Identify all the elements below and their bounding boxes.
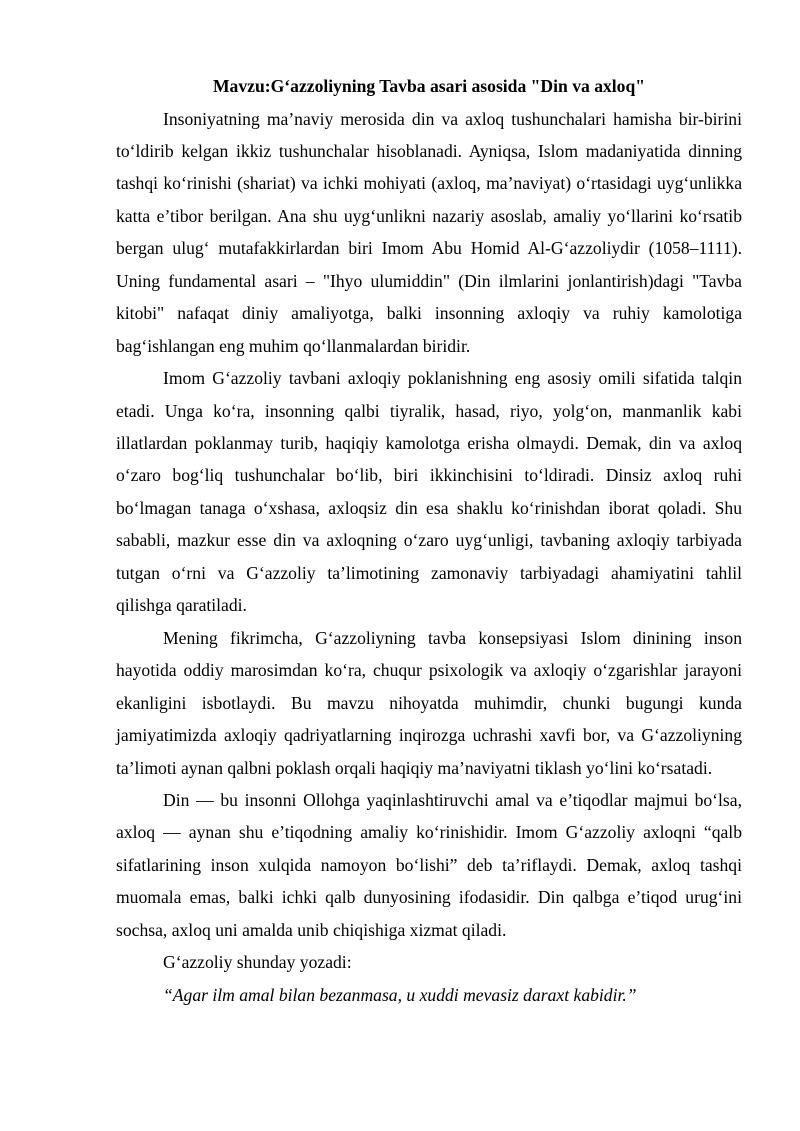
paragraph-opinion: Mening fikrimcha, G‘azzoliyning tavba konsepsiyasi Islom dinining inson hayotida oddiy marosimdan ko‘ra, chuqur psixologik va axloqiy o‘zgarishlar jarayoni ekanligini isbotlaydi. Bu mavzu nihoyatda muhimdir, chunki bugungi kunda jamiyatimizda axloqiy qadriyatlarning inqirozga uchrashi xavfi bor, va G‘azzoliyning ta’limoti aynan qalbni poklash orqali haqiqiy ma’naviyatni tiklash yo‘lini ko‘rsatadi. <box>116 627 742 778</box>
paragraph-tavba: Imom G‘azzoliy tavbani axloqiy poklanishning eng asosiy omili sifatida talqin etadi. Unga ko‘ra, insonning qalbi tiyralik, hasad, riyo, yolg‘on, manmanlik kabi illatlardan poklanmay turib, haqiqiy kamolotga erisha olmaydi. Demak, din va axloq o‘zaro bog‘liq tushunchalar bo‘lib, biri ikkinchisini to‘ldiradi. Dinsiz axloq ruhi bo‘lmagan tanaga o‘xshasa, axloqsiz din esa shaklu ko‘rinishdan iborat qoladi. Shu sababli, mazkur esse din va axloqning o‘zaro uyg‘unligi, tavbaning axloqiy tarbiyada tutgan o‘rni va G‘azzoliy ta’limotining zamonaviy tarbiyadagi ahamiyatini tahlil qilishga qaratiladi. <box>116 368 742 616</box>
document-body <box>116 70 742 1011</box>
document-title: Mavzu:G‘azzoliyning Tavba asari asosida "Din va axloq" <box>212 76 646 96</box>
paragraph-intro: Insoniyatning ma’naviy merosida din va axloq tushunchalari hamisha bir-birini to‘ldirib kelgan ikkiz tushunchalar hisoblanadi. Ayniqsa, Islom madaniyatida dinning tashqi ko‘rinishi (shariat) va ichki mohiyati (axloq, ma’naviyat) o‘rtasidagi uyg‘unlikka katta e’tibor berilgan. Ana shu uyg‘unlikni nazariy asoslab, amaliy yo‘llarini ko‘rsatib bergan ulug‘ mutafakkirlardan biri Imom Abu Homid Al-G‘azzoliydir (1058–1111). Uning fundamental asari – "Ihyo ulumiddin" (Din ilmlarini jonlantirish)dagi "Tavba kitobi" nafaqat diniy amaliyotga, balki insonning axloqiy va ruhiy kamolotiga bag‘ishlangan eng muhim qo‘llanmalardan biridir. <box>116 108 742 356</box>
quote: “Agar ilm amal bilan bezanmasa, u xuddi mevasiz daraxt kabidir.” <box>163 984 637 1005</box>
paragraph-din-axloq: Din — bu insonni Ollohga yaqinlashtiruvchi amal va e’tiqodlar majmui bo‘lsa, axloq — aynan shu e’tiqodning amaliy ko‘rinishidir. Imom G‘azzoliy axloqni “qalb sifatlarining inson xulqida namoyon bo‘lishi” deb ta’riflaydi. Demak, axloq tashqi muomala emas, balki ichki qalb dunyosining ifodasidir. Din qalbga e’tiqod urug‘ini sochsa, axloq uni amalda unib chiqishiga xizmat qiladi. <box>116 790 742 940</box>
paragraph-quote-intro: G‘azzoliy shunday yozadi: <box>163 952 352 973</box>
